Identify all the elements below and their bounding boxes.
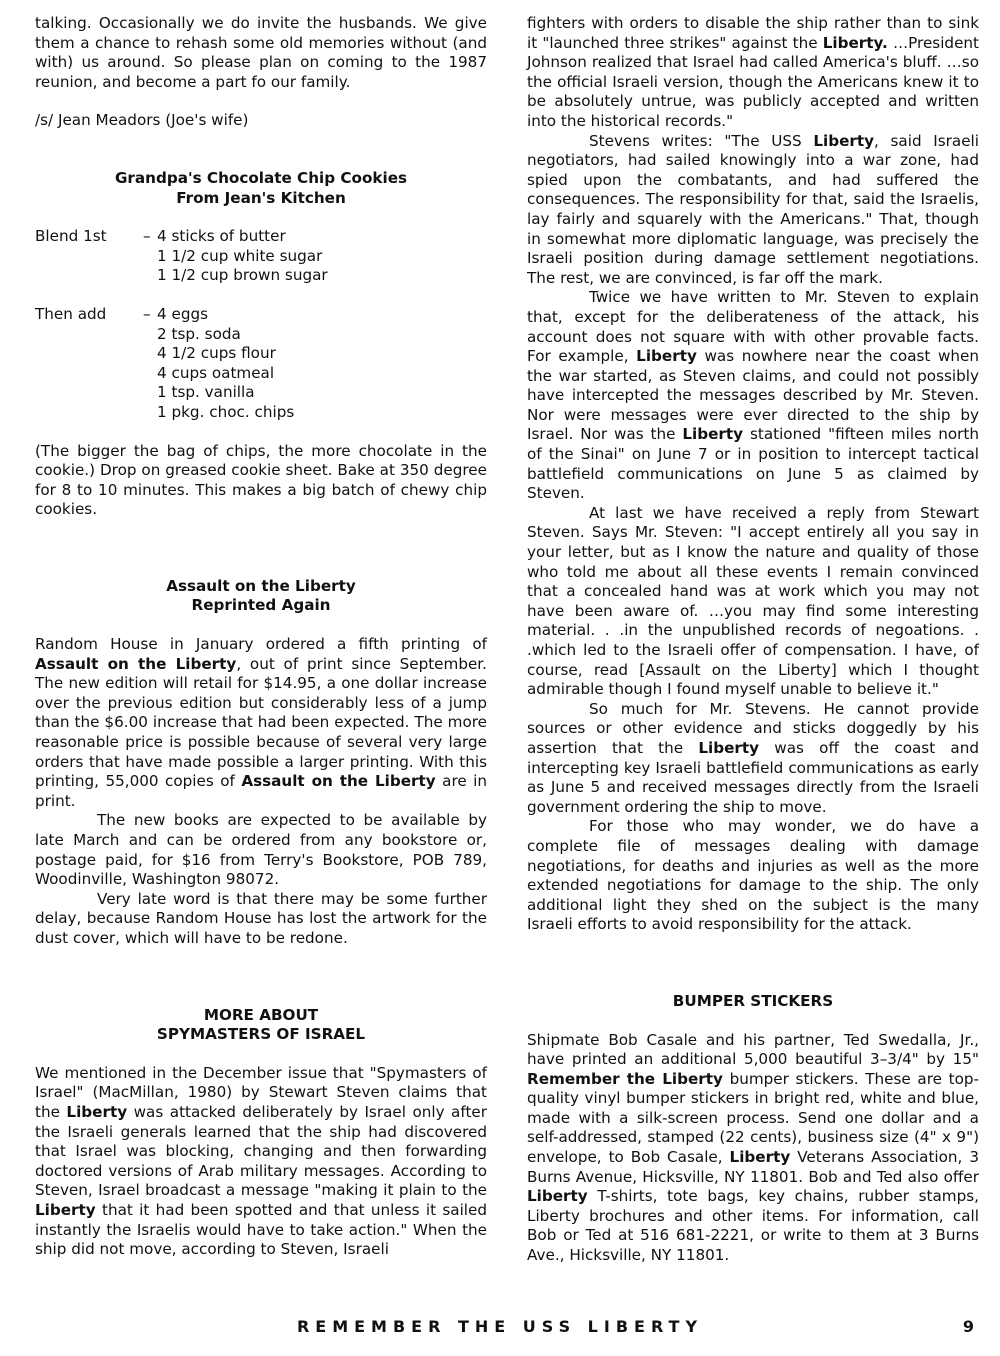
assault-paragraph-1: Random House in January ordered a fifth printing of Assault on the Liberty, out of print since September. The new edition will retail for $14.95, a one dollar increase over the previous edition but considerably less of a jump than the $6.00 increase that had been expected. The more reasonable price is possible because of several very large orders that have made possible a larger printing. With this printing, 55,000 copies of Assault on the Liberty are in print. [35,635,487,810]
assault-heading [35,577,487,616]
ingredient: 4 1/2 cups flour [157,344,276,363]
page-number: 9 [962,1317,974,1336]
recipe-step-lead: Then add [35,304,107,323]
book-title: Assault on the Liberty [241,772,436,791]
spymasters-paragraph-1: We mentioned in the December issue that "Spymasters of Israel" (MacMillan, 1980) by Stewart Steven claims that the Liberty was attacked deliberately by Israel only after the Israeli generals learned that the ship had discovered that Israel was blocking, changing and then forwarding doctored versions of Arab military messages. According to Steven, Israel broadcast a message "making it plain to the Liberty that it had been spotted and that unless it sailed instantly the Israelis would have to take action." When the ship did not move, according to Steven, Israeli [35,1063,487,1259]
ingredient: 2 tsp. soda [157,324,241,343]
assault-paragraph-3: Very late word is that there may be some further delay, because Random House has lost the artwork for the dust cover, which will have to be redone. [35,889,487,947]
so-much-paragraph: So much for Mr. Stevens. He cannot provide sources or other evidence and sticks doggedly by his assertion that the Liberty was off the coast and intercepting key Israeli battlefield communications as early as June 5 and received messages directly from the Israeli government ordering the ship to move. [527,699,979,816]
bumper-heading: BUMPER STICKERS [672,991,834,1010]
right-column [527,14,979,1266]
spymasters-continuation: fighters with orders to disable the ship rather than to sink it "launched three strikes" against the Liberty. …President Johnson realized that Israel had called America's bluff. …so the official Israeli version, though the Americans knew it to be absolutely untrue, was publicly accepted and written into the historical records." [527,14,979,130]
assault-subtitle: Reprinted Again [191,596,331,615]
publication-title: REMEMBER THE USS LIBERTY [296,1317,704,1336]
recipe-step-2: Then add – 4 eggs 2 tsp. soda 4 1/2 cups flour 4 cups oatmeal 1 tsp. vanilla 1 pkg. choc. chips [35,305,487,423]
assault-paragraph-2: The new books are expected to be available by late March and can be ordered from any bookstore or, postage paid, for $16 from Terry's Bookstore, POB 789, Woodinville, Washington 98072. [35,811,487,889]
recipe-heading [35,169,487,208]
spymasters-subtitle: SPYMASTERS OF ISRAEL [156,1025,366,1044]
ingredient: 4 sticks of butter [157,227,286,246]
ingredient: 4 cups oatmeal [157,363,275,382]
recipe-note: (The bigger the bag of chips, the more chocolate in the cookie.) Drop on greased cookie sheet. Bake at 350 degree for 8 to 10 minutes. This makes a big batch of chewy chip cookies. [35,441,487,519]
ingredient: 1 1/2 cup brown sugar [157,266,328,285]
bumper-paragraph: Shipmate Bob Casale and his partner, Ted Swedalla, Jr., have printed an additional 5,000 beautiful 3–3/4" by 15" Remember the Liberty bumper stickers. These are top-quality vinyl bumper stickers in bright red, white and blue, made with a silk-screen process. Send one dollar and a self-addressed, stamped (22 cents), business size (4" x 9") envelope, to Bob Casale, Liberty Veterans Association, 3 Burns Avenue, Hicksville, NY 11801. Bob and Ted also offer Liberty T-shirts, tote bags, key chains, rubber stamps, Liberty brochures and other items. For information, call Bob or Ted at 516 681-2221, or write to them at 3 Burns Ave., Hicksville, NY 11801. [527,1030,979,1265]
ingredient: 4 eggs [157,304,209,323]
book-title: Assault on the Liberty [35,654,237,673]
signature-line: /s/ Jean Meadors (Joe's wife) [35,111,249,130]
assault-title: Assault on the Liberty [166,576,356,595]
recipe-title: Grandpa's Chocolate Chip Cookies [114,168,408,187]
complete-file-paragraph: For those who may wonder, we do have a complete file of messages dealing with damage negotiations, for deaths and injuries as well as the more extended negotiations for damage to the ship. The only additional light they shed on the subject is the many Israeli efforts to avoid responsibility for the attack. [527,817,979,934]
recipe-step-lead: Blend 1st [35,227,107,246]
page-footer [0,1317,1000,1339]
intro-paragraph: talking. Occasionally we do invite the husbands. We give them a chance to rehash some old memories without (and with) us around. So please plan on coming to the 1987 reunion, and become a part fo our family. [35,14,487,91]
recipe-step-1: Blend 1st – 4 sticks of butter 1 1/2 cup white sugar 1 1/2 cup brown sugar [35,227,487,286]
stevens-paragraph: Stevens writes: "The USS Liberty, said Israeli negotiators, had sailed knowingly into a war zone, had spied upon the combatants, and had suffered the consequences. The responsibility for that, said the Israelis, lay fairly and squarely with the Americans." That, though in somewhat more diplomatic language, was precisely the Israeli position during damage settlement negotiations. The rest, we are convinced, is far off the mark. [527,131,979,287]
left-column [35,14,487,1260]
reply-paragraph: At last we have received a reply from Stewart Steven. Says Mr. Steven: "I accept entirely all you say in your letter, but as I know the nature and quality of those who told me about all these events I remain convinced that a concealed hand was at work which you may not have been aware of. …you may find some interesting material. . .in the unpublished records of negoations. . .which led to the Israeli offer of compensation. I have, of course, read [Assault on the Liberty] which I thought admirable though I found myself unable to believe it." [527,503,979,699]
recipe-subtitle: From Jean's Kitchen [176,188,346,207]
twice-paragraph: Twice we have written to Mr. Steven to explain that, except for the deliberateness of the attack, his account does not square with with other provable facts. For example, Liberty was nowhere near the coast when the war started, as Steven claims, and could not possibly have intercepted the messages described by Mr. Steven. Nor were messages were ever directed to the ship by Israel. Nor was the Liberty stationed "fifteen miles north of the Sinai" on June 7 or in position to intercept tactical battlefield communications on June 5 as claimed by Steven. [527,288,979,503]
ingredient: 1 1/2 cup white sugar [157,246,323,265]
ingredient: 1 tsp. vanilla [157,383,255,402]
spymasters-title: MORE ABOUT [203,1005,319,1024]
ingredient: 1 pkg. choc. chips [157,402,295,421]
spymasters-heading [35,1006,487,1045]
